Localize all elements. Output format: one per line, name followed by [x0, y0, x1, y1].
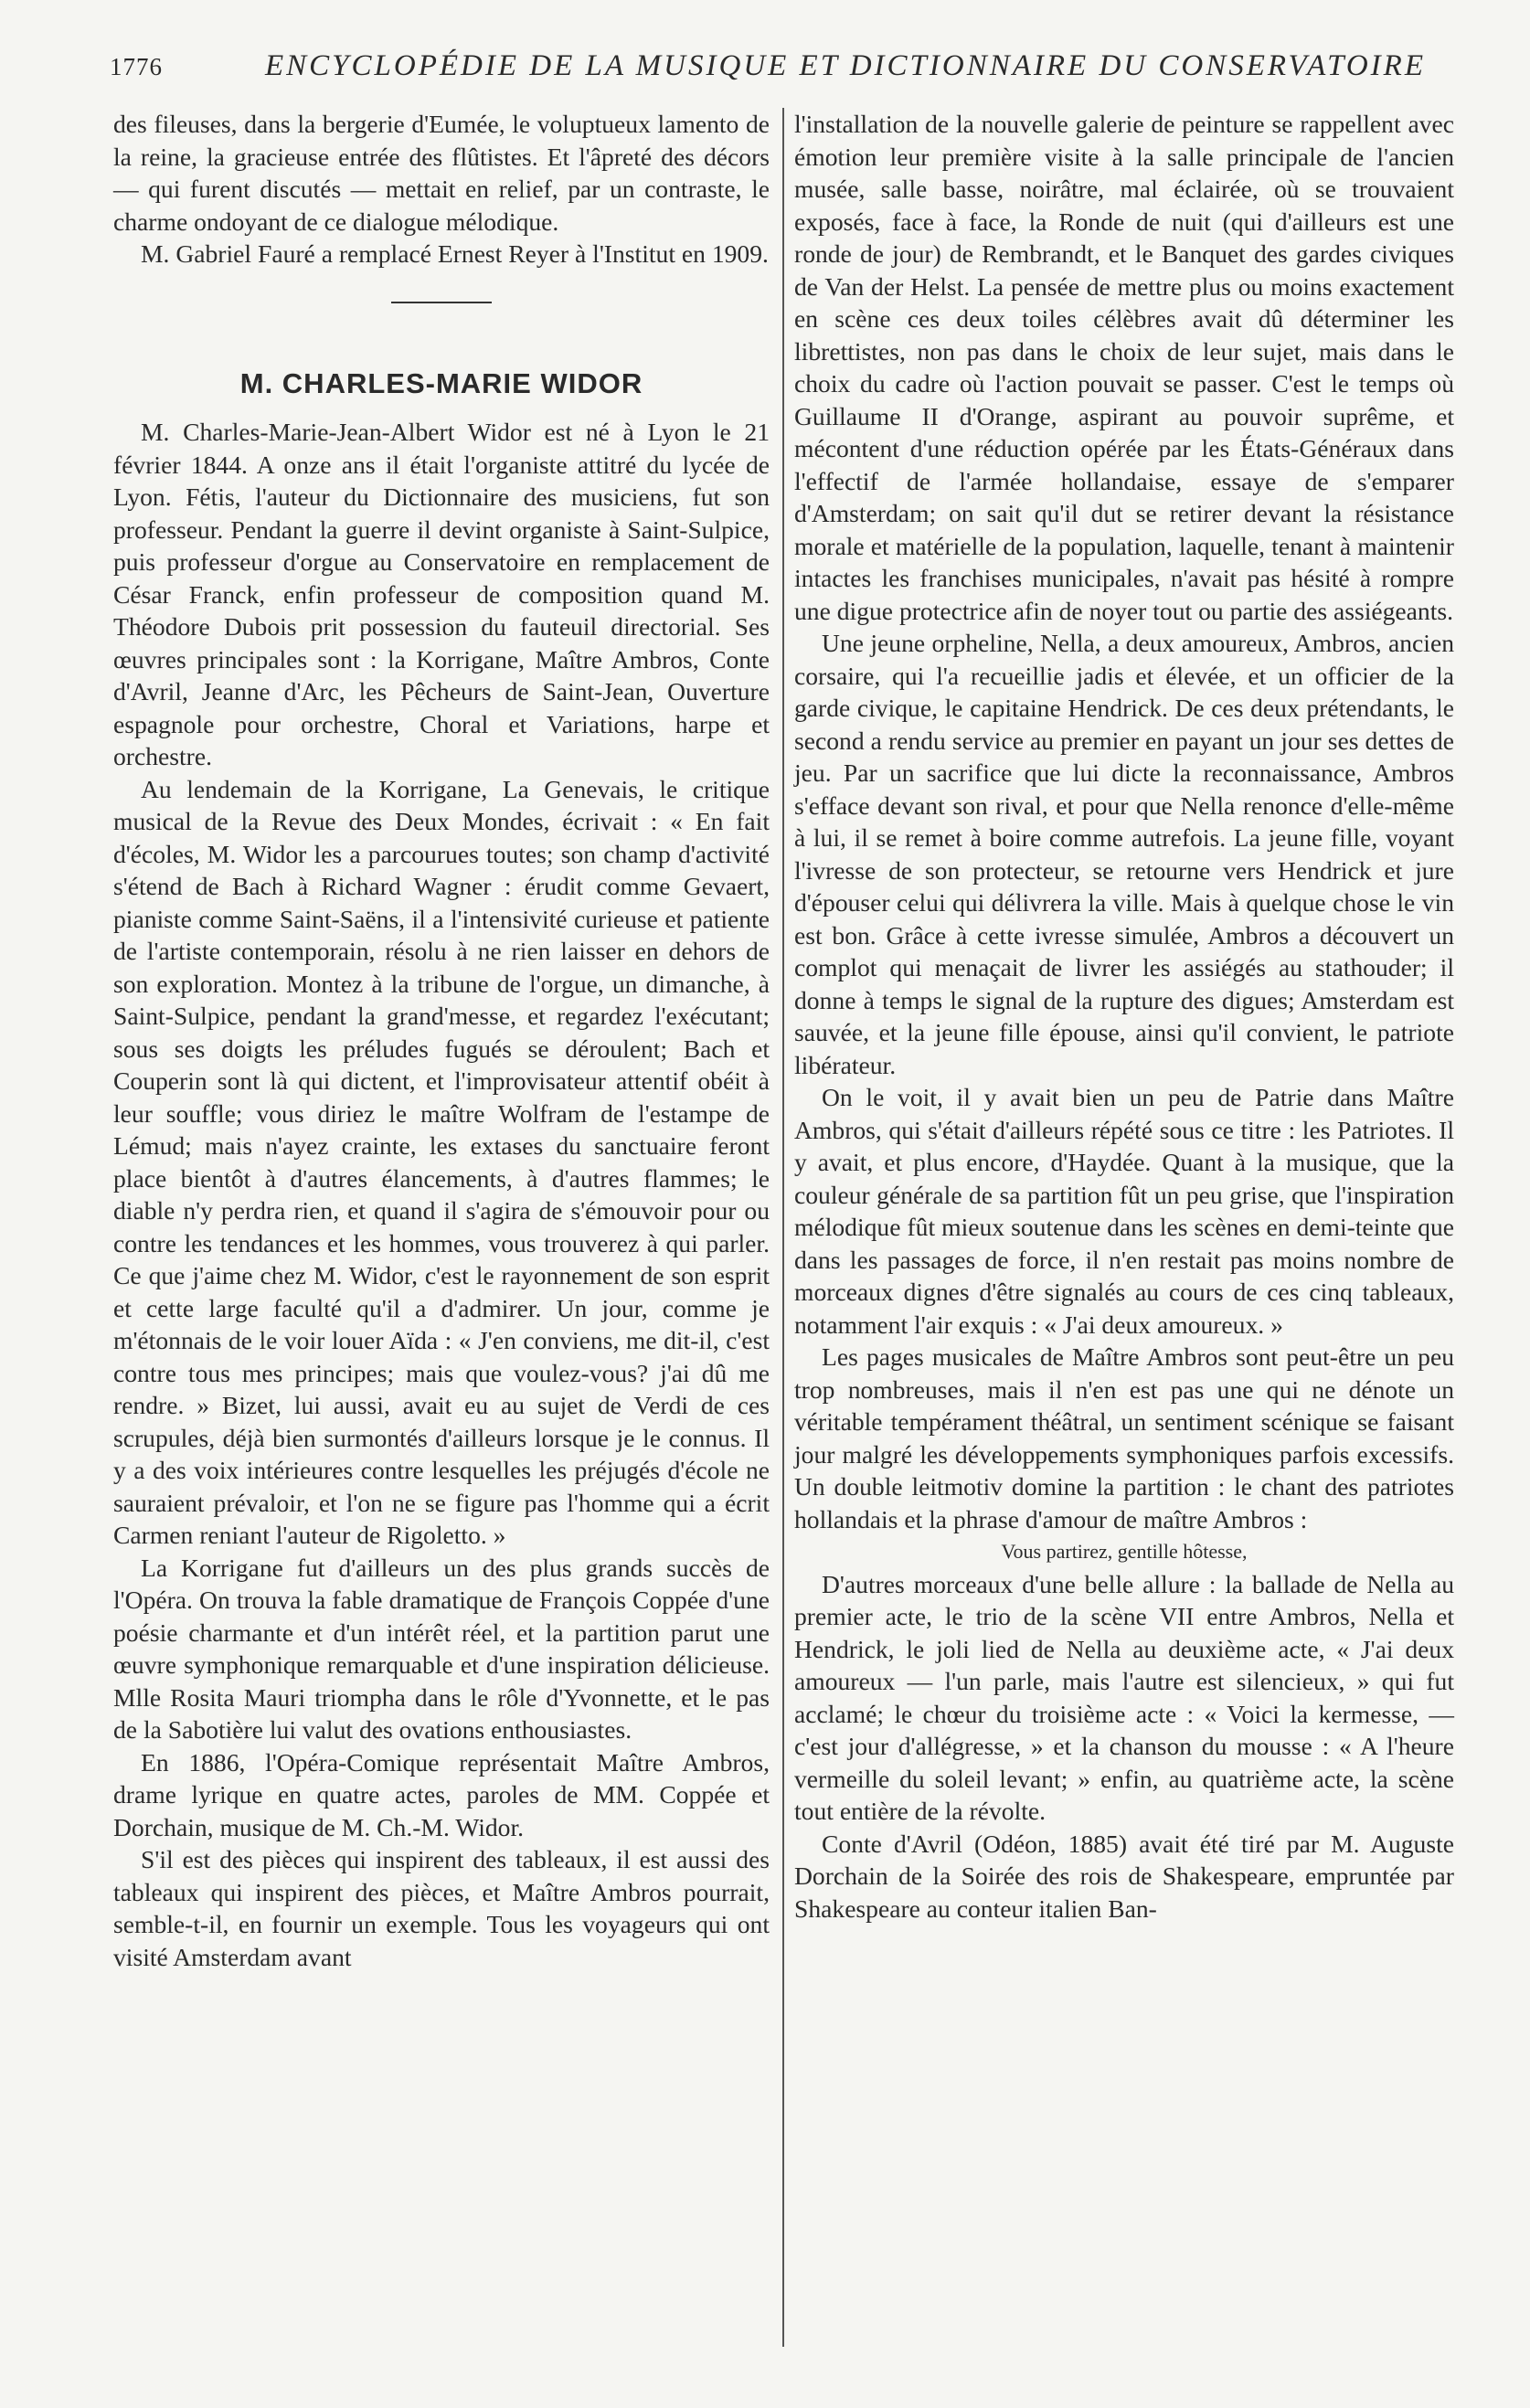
paragraph: des fileuses, dans la bergerie d'Eumée, le voluptueux lamento de la reine, la gracieuse entrée des flûtistes. Et l'âpreté des décors — qui furent discutés — mettait en relief, par un contraste, le charme ondoyant de ce dialogue mélodique. [113, 110, 770, 236]
paragraph: Au lendemain de la Korrigane, La Genevais, le critique musical de la Revue des Deux Mondes, écrivait : « En fait d'écoles, M. Widor les a parcourues toutes; son champ d'activité s'étend de Bach à Richard Wagner : érudit comme Gevaert, pianiste comme Saint-Saëns, il a l'intensivité curieuse et patiente de l'artiste contemporain, résolu à ne rien laisser en dehors de son exploration. Montez à la tribune de l'orgue, un dimanche, à Saint-Sulpice, pendant la grand'messe, et regardez l'exécutant; sous ses doigts les préludes fugués se déroulent; Bach et Couperin sont là qui dictent, et l'improvisateur attentif obéit à leur souffle; vous diriez le maître Wolfram de l'estampe de Lémud; mais n'ayez crainte, les extases du sanctuaire feront place bientôt à d'autres élancements, à d'autres flammes; le diable n'y perdra rien, et quand il s'agira de s'émouvoir pour ou contre les tendances et les hommes, vous trouverez à qui parler. Ce que j'aime chez M. Widor, c'est le rayonnement de son esprit et cette large faculté qu'il a d'admirer. Un jour, comme je m'étonnais de le voir louer Aïda : « J'en conviens, me dit-il, c'est contre tous mes principes; mais que voulez-vous? j'ai dû me rendre. » Bizet, lui aussi, avait eu au sujet de Verdi de ces scrupules, déjà bien surmontés d'ailleurs lorsque je le connus. Il y a des voix intérieures contre lesquelles les préjugés d'école ne sauraient prévaloir, et l'on ne se figure pas l'homme qui a écrit Carmen reniant l'auteur de Rigoletto. » [113, 774, 770, 1549]
section-separator [391, 302, 492, 303]
right-column [794, 108, 1454, 1925]
paragraph: Conte d'Avril (Odéon, 1885) avait été tiré par M. Auguste Dorchain de la Soirée des rois de Shakespeare, empruntée par Shakespeare au conteur italien Ban- [794, 1829, 1454, 1923]
paragraph: l'installation de la nouvelle galerie de peinture se rappellent avec émotion leur première visite à la salle principale de l'ancien musée, salle basse, noirâtre, mal éclairée, où se trouvaient exposés, face à face, la Ronde de nuit (qui d'ailleurs est une ronde de jour) de Rembrandt, et le Banquet des gardes civiques de Van der Helst. La pensée de mettre plus ou moins exactement en scène ces deux toiles célèbres avait dû déterminer les librettistes, non pas dans le choix de leur sujet, mais dans le choix du cadre où l'action pouvait se passer. C'est le temps où Guillaume II d'Orange, aspirant au pouvoir suprême, et mécontent d'une réduction opérée par les États-Généraux dans l'effectif de l'armée hollandaise, essaye de s'emparer d'Amsterdam; on sait qu'il dut se retirer devant la résistance morale et matérielle de la population, laquelle, tenant à maintenir intactes les franchises municipales, n'avait pas hésité à rompre une digue protectrice afin de noyer tout ou partie des assiégeants. [794, 110, 1454, 625]
running-title: ENCYCLOPÉDIE DE LA MUSIQUE ET DICTIONNAIRE DU CONSERVATOIRE [265, 49, 1426, 82]
page-number: 1776 [110, 53, 163, 80]
paragraph: Une jeune orpheline, Nella, a deux amoureux, Ambros, ancien corsaire, qui l'a recueillie jadis et élevée, et un officier de la garde civique, le capitaine Hendrick. De ces deux prétendants, le second a rendu service au premier en payant un jour ses dettes de jeu. Par un sacrifice que lui dicte la reconnaissance, Ambros s'efface devant son rival, et pour que Nella renonce d'elle-même à lui, il se remet à boire comme autrefois. La jeune fille, voyant l'ivresse de son protecteur, se retourne vers Hendrick et jure d'épouser celui qui délivrera la ville. Mais à quelque chose le vin est bon. Grâce à cette ivresse simulée, Ambros a découvert un complot qui menaçait de livrer les assiégés au stathouder; il donne à temps le signal de la rupture des digues; Amsterdam est sauvée, et la jeune fille épouse, ainsi qu'il convient, le patriote libérateur. [794, 629, 1454, 1079]
paragraph: D'autres morceaux d'une belle allure : la ballade de Nella au premier acte, le trio de la scène VII entre Ambros, Nella et Hendrick, le joli lied de Nella au deuxième acte, « J'ai deux amoureux — l'un parle, mais l'autre est silencieux, » qui fut acclamé; le chœur du troisième acte : « Voici la kermesse, — c'est jour d'allégresse, » et la chanson du mousse : « A l'heure vermeille du soleil levant; » enfin, au quatrième acte, la scène tout entière de la révolte. [794, 1569, 1454, 1825]
verse-quote: Vous partirez, gentille hôtesse, [1001, 1540, 1248, 1563]
paragraph: La Korrigane fut d'ailleurs un des plus grands succès de l'Opéra. On trouva la fable dramatique de François Coppée d'une poésie charmante et d'un intérêt réel, et la partition parut une œuvre symphonique remarquable et d'une inspiration délicieuse. Mlle Rosita Mauri triompha dans le rôle d'Yvonnette, et le pas de la Sabotière lui valut des ovations enthousiastes. [113, 1553, 770, 1744]
paragraph: En 1886, l'Opéra-Comique représentait Maître Ambros, drame lyrique en quatre actes, paroles de MM. Coppée et Dorchain, musique de M. Ch.-M. Widor. [113, 1747, 770, 1841]
paragraph: M. Charles-Marie-Jean-Albert Widor est né à Lyon le 21 février 1844. A onze ans il était l'organiste attitré du lycée de Lyon. Fétis, l'auteur du Dictionnaire des musiciens, fut son professeur. Pendant la guerre il devint organiste à Saint-Sulpice, puis professeur d'orgue au Conservatoire en remplacement de César Franck, enfin professeur de composition quand M. Théodore Dubois prit possession du fauteuil directorial. Ses œuvres principales sont : la Korrigane, Maître Ambros, Conte d'Avril, Jeanne d'Arc, les Pêcheurs de Saint-Jean, Ouverture espagnole pour orchestre, Choral et Variations, harpe et orchestre. [113, 418, 770, 770]
paragraph: M. Gabriel Fauré a remplacé Ernest Reyer à l'Institut en 1909. [141, 239, 769, 268]
column-rule [782, 108, 784, 2347]
page-header [110, 49, 1446, 90]
paragraph: Les pages musicales de Maître Ambros sont peut-être un peu trop nombreuses, mais il n'en est pas une qui ne dénote un véritable tempérament théâtral, un sentiment scénique se faisant jour malgré les développements symphoniques parfois excessifs. Un double leitmotiv domine la partition : le chant des patriotes hollandais et la phrase d'amour de maître Ambros : [794, 1342, 1454, 1533]
paragraph: On le voit, il y avait bien un peu de Patrie dans Maître Ambros, qui s'était d'ailleurs répété sous ce titre : les Patriotes. Il y avait, et plus encore, d'Haydée. Quant à la musique, que la couleur générale de sa partition fût un peu grise, que l'inspiration mélodique fût mieux soutenue dans les scènes en demi-teinte que dans les passages de force, il n'en restait pas moins nombre de morceaux dignes d'être signalés au cours de ces cinq tableaux, notamment l'air exquis : « J'ai deux amoureux. » [794, 1083, 1454, 1339]
left-column [113, 108, 770, 1973]
paragraph: S'il est des pièces qui inspirent des tableaux, il est aussi des tableaux qui inspirent des pièces, et Maître Ambros pourrait, semble-t-il, en fournir un exemple. Tous les voyageurs qui ont visité Amsterdam avant [113, 1845, 770, 1971]
section-heading: M. CHARLES-MARIE WIDOR [239, 366, 643, 399]
